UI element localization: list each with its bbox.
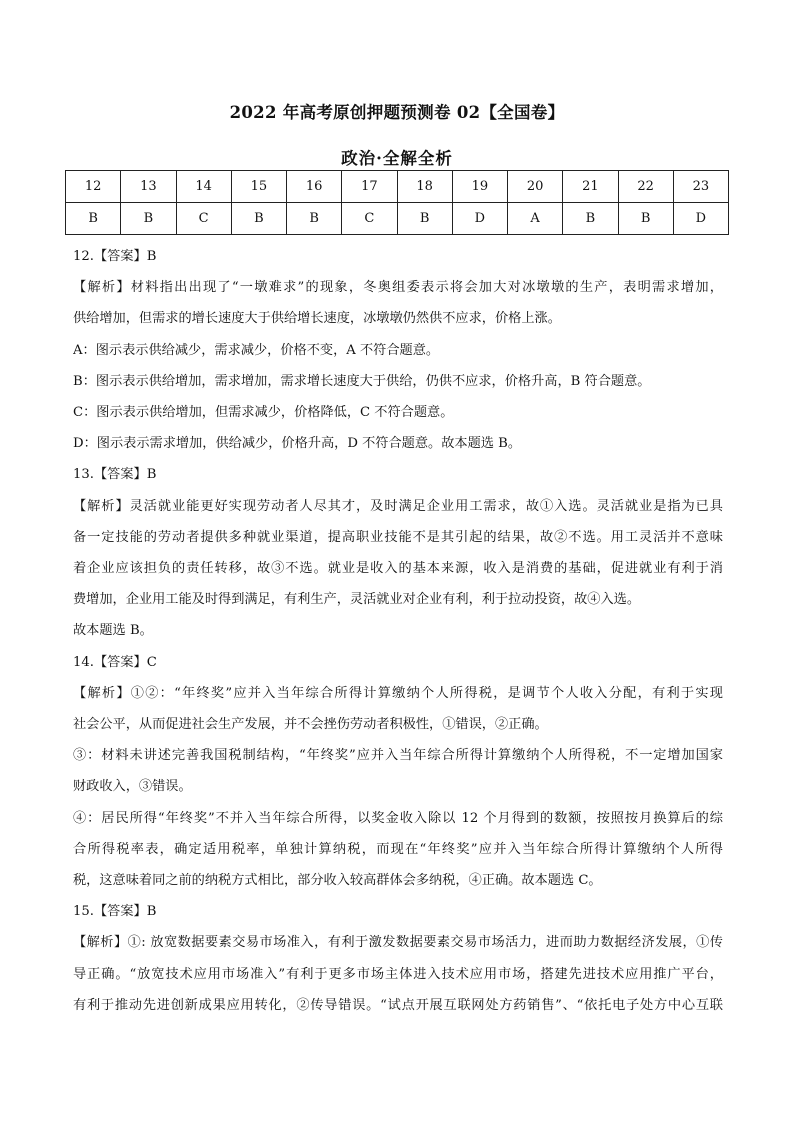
question-number-cell: 14 — [176, 171, 231, 203]
option-line: D：图示表示需求增加，供给减少，价格升高，D 不符合题意。故本题选 B。 — [73, 436, 522, 452]
question-number-cell: 20 — [508, 171, 563, 203]
explanation-line: 合所得税率表，确定适用税率，单独计算纳税，而现在“年终奖”应并入当年综合所得计算缴纳个人所得 — [73, 841, 723, 857]
document-title: 2022 年高考原创押题预测卷 02【全国卷】 — [229, 103, 565, 122]
answer-table — [65, 170, 729, 235]
question-number-row — [66, 171, 729, 203]
explanation-line: 有利于推动先进创新成果应用转化，②传导错误。“试点开展互联网处方药销售”、“依托电子处方中心互联 — [73, 997, 723, 1013]
answer-heading: 13.【答案】B — [73, 467, 157, 483]
question-number-cell: 16 — [287, 171, 342, 203]
answer-cell: B — [397, 203, 452, 235]
answer-cell: B — [618, 203, 673, 235]
explanation-line: 备一定技能的劳动者提供多种就业渠道，提高职业技能不是其引起的结果，故②不选。用工灵活并不意味 — [73, 529, 723, 545]
explanation-line: 【解析】①②：“年终奖”应并入当年综合所得计算缴纳个人所得税，是调节个人收入分配，有利于实现 — [73, 685, 723, 701]
question-number-cell: 17 — [342, 171, 397, 203]
answer-cell: B — [287, 203, 342, 235]
explanation-line: 财政收入，③错误。 — [73, 779, 192, 795]
question-number-cell: 19 — [452, 171, 507, 203]
explanation-line: ④：居民所得“年终奖”不并入当年综合所得，以奖金收入除以 12 个月得到的数额，按照按月换算后的综 — [73, 810, 723, 826]
answer-cell: C — [176, 203, 231, 235]
question-number-cell: 13 — [121, 171, 176, 203]
explanation-line: 【解析】①: 放宽数据要素交易市场准入，有利于激发数据要素交易市场活力，进而助力数据经济发展，①传 — [73, 935, 723, 951]
explanation-line: ③：材料未讲述完善我国税制结构，“年终奖”应并入当年综合所得计算缴纳个人所得税，不一定增加国家 — [73, 748, 723, 764]
answer-cell: B — [66, 203, 121, 235]
answer-cell: B — [121, 203, 176, 235]
answer-cell: D — [452, 203, 507, 235]
option-line: B：图示表示供给增加，需求增加，需求增长速度大于供给，仍供不应求，价格升高，B 符合题意。 — [73, 373, 651, 389]
explanation-line: 供给增加，但需求的增长速度大于供给增长速度，冰墩墩仍然供不应求，价格上涨。 — [73, 311, 561, 327]
question-number-cell: 15 — [231, 171, 286, 203]
explanation-line: 故本题选 B。 — [73, 623, 153, 639]
question-number-cell: 22 — [618, 171, 673, 203]
option-line: C：图示表示供给增加，但需求减少，价格降低，C 不符合题意。 — [73, 405, 454, 421]
explanation-line: 【解析】材料指出出现了“一墩难求”的现象，冬奥组委表示将会加大对冰墩墩的生产，表明需求增加， — [73, 280, 723, 296]
explanation-line: 税，这意味着同之前的纳税方式相比，部分收入较高群体会多纳税，④正确。故本题选 C。 — [73, 873, 602, 889]
answer-heading: 12.【答案】B — [73, 249, 157, 264]
answer-cell: C — [342, 203, 397, 235]
document-subtitle: 政治·全解全析 — [341, 149, 453, 168]
explanation-line: 【解析】灵活就业能更好实现劳动者人尽其才，及时满足企业用工需求，故①入选。灵活就业是指为已具 — [73, 498, 723, 514]
explanation-line: 费增加，企业用工能及时得到满足，有利生产，灵活就业对企业有利，利于拉动投资，故④入选。 — [73, 592, 641, 608]
answer-cell: D — [673, 203, 728, 235]
answer-heading: 15.【答案】B — [73, 904, 157, 920]
answer-cell: B — [563, 203, 618, 235]
question-number-cell: 23 — [673, 171, 728, 203]
answer-heading: 14.【答案】C — [73, 654, 157, 670]
option-line: A：图示表示供给减少，需求减少，价格不变，A 不符合题意。 — [73, 342, 440, 358]
explanation-line: 社会公平，从而促进社会生产发展，并不会挫伤劳动者积极性，①错误，②正确。 — [73, 717, 548, 733]
question-number-cell: 18 — [397, 171, 452, 203]
answer-cell: B — [231, 203, 286, 235]
question-number-cell: 21 — [563, 171, 618, 203]
answer-row — [66, 203, 729, 235]
explanation-line: 导正确。“放宽技术应用市场准入”有利于更多市场主体进入技术应用市场，搭建先进技术应用推广平台， — [73, 966, 723, 982]
explanation-line: 着企业应该担负的责任转移，故③不选。就业是收入的基本来源，收入是消费的基础，促进就业有利于消 — [73, 561, 723, 577]
answer-cell: A — [508, 203, 563, 235]
explanation-body — [73, 241, 723, 1021]
question-number-cell: 12 — [66, 171, 121, 203]
